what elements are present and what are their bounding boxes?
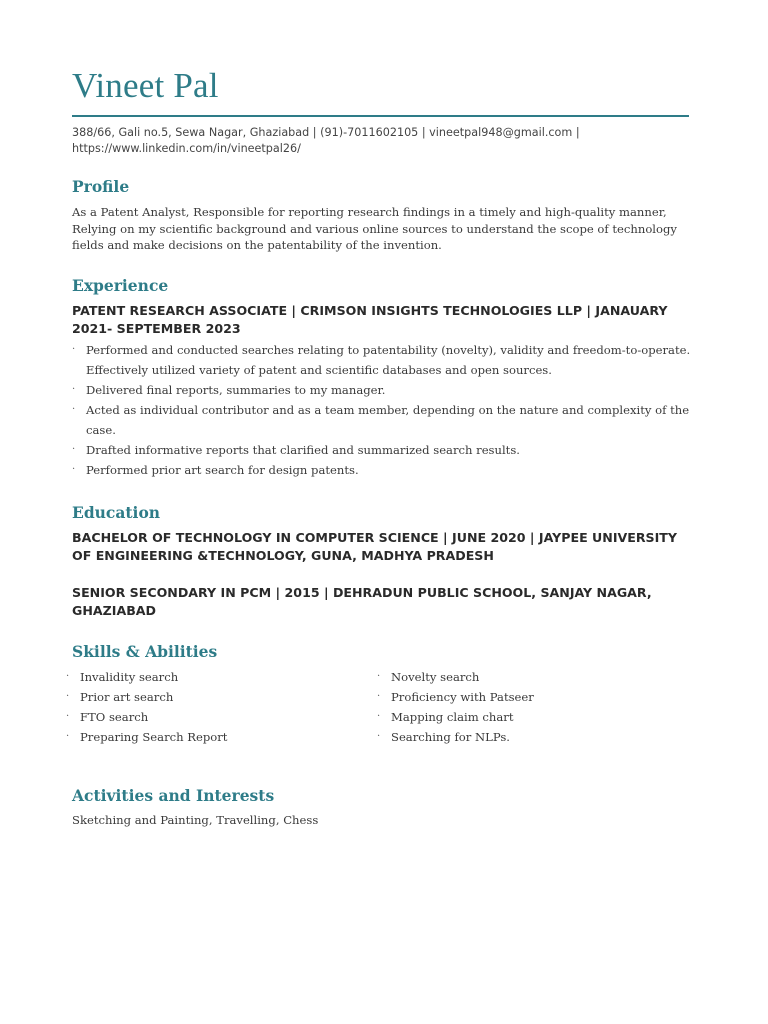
list-item <box>72 380 697 400</box>
job-heading: PATENT RESEARCH ASSOCIATE | CRIMSON INSIGHTS TECHNOLOGIES LLP | JANAUARY 2021- SEPTEMBER 2023 <box>72 303 668 336</box>
section-title-experience: Experience <box>72 276 169 295</box>
list-item <box>377 727 667 747</box>
list-item <box>377 687 667 707</box>
contact-line-address: 388/66, Gali no.5, Sewa Nagar, Ghaziabad | (91)-7011602105 | vineetpal948@gmail.com | <box>72 126 580 139</box>
contact-line-linkedin: https://www.linkedin.com/in/vineetpal26/ <box>72 142 301 155</box>
header-divider <box>72 115 689 117</box>
skill-text: Novelty search <box>391 670 480 684</box>
bullet-text: Drafted informative reports that clarified and summarized search results. <box>86 443 520 457</box>
list-item <box>72 460 697 480</box>
skill-text: FTO search <box>80 710 149 724</box>
bullet-text: Delivered final reports, summaries to my manager. <box>86 383 386 397</box>
bullet-text: Performed prior art search for design patents. <box>86 463 359 477</box>
bullet-icon: · <box>72 384 76 395</box>
skill-text: Invalidity search <box>80 670 179 684</box>
bullet-icon: · <box>377 691 381 702</box>
candidate-name: Vineet Pal <box>72 66 219 105</box>
activities-text: Sketching and Painting, Travelling, Chess <box>72 813 319 827</box>
bullet-text: Performed and conducted searches relating to patentability (novelty), validity and freedom-to-operate. Effectively utilized variety of patent and scientific databases and open sources. <box>86 343 691 377</box>
experience-bullets <box>72 340 697 480</box>
education-entry-secondary: SENIOR SECONDARY IN PCM | 2015 | DEHRADUN PUBLIC SCHOOL, SANJAY NAGAR, GHAZIABAD <box>72 585 652 618</box>
bullet-icon: · <box>72 464 76 475</box>
section-title-activities: Activities and Interests <box>72 786 275 805</box>
bullet-icon: · <box>377 671 381 682</box>
list-item <box>66 667 356 687</box>
list-item <box>66 707 356 727</box>
section-title-skills: Skills & Abilities <box>72 642 218 661</box>
bullet-icon: · <box>72 404 76 415</box>
bullet-icon: · <box>66 691 70 702</box>
list-item <box>377 667 667 687</box>
skill-text: Mapping claim chart <box>391 710 514 724</box>
bullet-icon: · <box>66 731 70 742</box>
bullet-icon: · <box>66 671 70 682</box>
profile-text: As a Patent Analyst, Responsible for reporting research findings in a timely and high-quality manner, Relying on my scientific background and various online sources to understand the scope of technology fields and make decisions on the patentability of the invention. <box>72 205 677 252</box>
bullet-icon: · <box>377 731 381 742</box>
list-item <box>72 440 697 460</box>
list-item <box>66 687 356 707</box>
list-item <box>66 727 356 747</box>
skill-text: Prior art search <box>80 690 174 704</box>
bullet-text: Acted as individual contributor and as a team member, depending on the nature and complexity of the case. <box>86 403 690 437</box>
education-entry-btech: BACHELOR OF TECHNOLOGY IN COMPUTER SCIENCE | JUNE 2020 | JAYPEE UNIVERSITY OF ENGINEERING &TECHNOLOGY, GUNA, MADHYA PRADESH <box>72 530 678 563</box>
skills-list-right <box>377 667 667 747</box>
contact-info <box>72 125 672 157</box>
section-title-education: Education <box>72 503 161 522</box>
skills-list-left <box>66 667 356 747</box>
skill-text: Searching for NLPs. <box>391 730 510 744</box>
section-title-profile: Profile <box>72 177 130 196</box>
list-item <box>72 340 697 380</box>
skill-text: Proficiency with Patseer <box>391 690 534 704</box>
bullet-icon: · <box>377 711 381 722</box>
bullet-icon: · <box>72 344 76 355</box>
list-item <box>377 707 667 727</box>
list-item <box>72 400 697 440</box>
bullet-icon: · <box>66 711 70 722</box>
skill-text: Preparing Search Report <box>80 730 228 744</box>
bullet-icon: · <box>72 444 76 455</box>
